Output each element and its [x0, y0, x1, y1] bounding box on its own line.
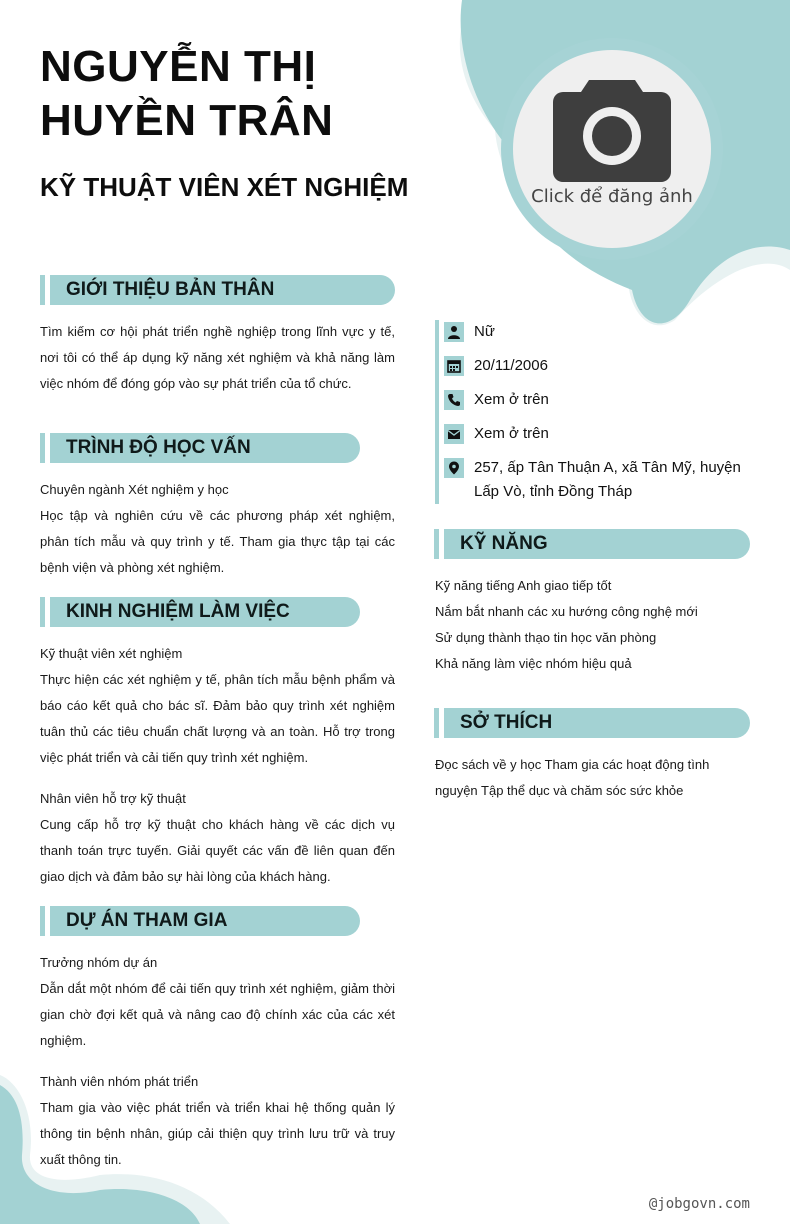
section-heading-projects [50, 906, 360, 936]
job-title: KỸ THUẬT VIÊN XÉT NGHIỆM [40, 172, 409, 202]
skill-item: Kỹ năng tiếng Anh giao tiếp tốt [435, 578, 612, 593]
project-text: Dẫn dắt một nhóm để cải tiến quy trình xét nghiệm, giảm thời gian chờ đợi kết quả và nâng cao độ chính xác của các xét nghiệm. [40, 981, 395, 1048]
section-heading-hobbies [444, 708, 750, 738]
email-icon [444, 424, 464, 444]
contact-bar [435, 320, 439, 504]
section-heading-skills-label: KỸ NĂNG [460, 533, 548, 554]
gender-value: Nữ [474, 323, 495, 340]
section-heading-education-label: TRÌNH ĐỘ HỌC VẤN [66, 437, 251, 458]
phone-value: Xem ở trên [474, 391, 549, 408]
experience-text: Cung cấp hỗ trợ kỹ thuật cho khách hàng về các dịch vụ thanh toán trực tuyến. Giải quyết các vấn đề liên quan đến giao dịch và đảm bảo sự hài lòng của khách hàng. [40, 817, 395, 884]
education-major: Chuyên ngành Xét nghiệm y học [40, 482, 229, 497]
watermark: @jobgovn.com [648, 1196, 750, 1212]
name-line-2: HUYỀN TRÂN [40, 96, 334, 145]
calendar-icon [444, 356, 464, 376]
email-value: Xem ở trên [474, 425, 549, 442]
education-text: Học tập và nghiên cứu về các phương pháp xét nghiệm, phân tích mẫu và quy trình y tế. Tham gia thực tập tại các bệnh viện và phòng xét nghiệm. [40, 508, 395, 575]
about-text: Tìm kiếm cơ hội phát triển nghề nghiệp trong lĩnh vực y tế, nơi tôi có thể áp dụng kỹ năng xét nghiệm và khả năng làm việc nhóm để đóng góp vào sự phát triển của tổ chức. [40, 324, 395, 391]
project-role: Trưởng nhóm dự án [40, 955, 158, 970]
name-line-1: NGUYỄN THỊ [40, 42, 317, 91]
avatar-upload[interactable] [513, 50, 711, 248]
section-heading-experience-label: KINH NGHIỆM LÀM VIỆC [66, 601, 290, 622]
project-text: Tham gia vào việc phát triển và triển khai hệ thống quản lý thông tin bệnh nhân, giúp cải thiện quy trình lưu trữ và truy xuất thông tin. [40, 1100, 395, 1167]
project-role: Thành viên nhóm phát triển [40, 1074, 199, 1089]
section-heading-about-label: GIỚI THIỆU BẢN THÂN [66, 279, 275, 300]
camera-icon [553, 78, 671, 182]
experience-text: Thực hiện các xét nghiệm y tế, phân tích mẫu bệnh phẩm và báo cáo kết quả cho bác sĩ. Đảm bảo quy trình xét nghiệm tuân thủ các tiêu chuẩn chất lượng và an toàn. Hỗ trợ trong việc phát triển và cải tiến quy trình xét nghiệm. [40, 672, 395, 765]
candidate-name [40, 40, 440, 148]
section-heading-skills [444, 529, 750, 559]
birthday-value: 20/11/2006 [474, 357, 548, 374]
phone-icon [444, 390, 464, 410]
section-heading-projects-label: DỰ ÁN THAM GIA [66, 910, 228, 931]
skill-item: Khả năng làm việc nhóm hiệu quả [435, 656, 632, 671]
skill-item: Nắm bắt nhanh các xu hướng công nghệ mới [435, 604, 698, 619]
location-pin-icon [444, 458, 464, 478]
section-heading-education [50, 433, 360, 463]
person-icon [444, 322, 464, 342]
address-value: 257, ấp Tân Thuận A, xã Tân Mỹ, huyện Lấp Vò, tỉnh Đồng Tháp [474, 459, 741, 500]
section-heading-hobbies-label: SỞ THÍCH [460, 712, 553, 733]
hobbies-text: Đọc sách về y học Tham gia các hoạt động tình nguyện Tập thể dục và chăm sóc sức khỏe [435, 757, 710, 798]
section-heading-about [50, 275, 395, 305]
experience-role: Nhân viên hỗ trợ kỹ thuật [40, 791, 186, 806]
experience-role: Kỹ thuật viên xét nghiệm [40, 646, 183, 661]
section-heading-experience [50, 597, 360, 627]
avatar-label: Click để đăng ảnh [531, 186, 693, 207]
skill-item: Sử dụng thành thạo tin học văn phòng [435, 630, 657, 645]
